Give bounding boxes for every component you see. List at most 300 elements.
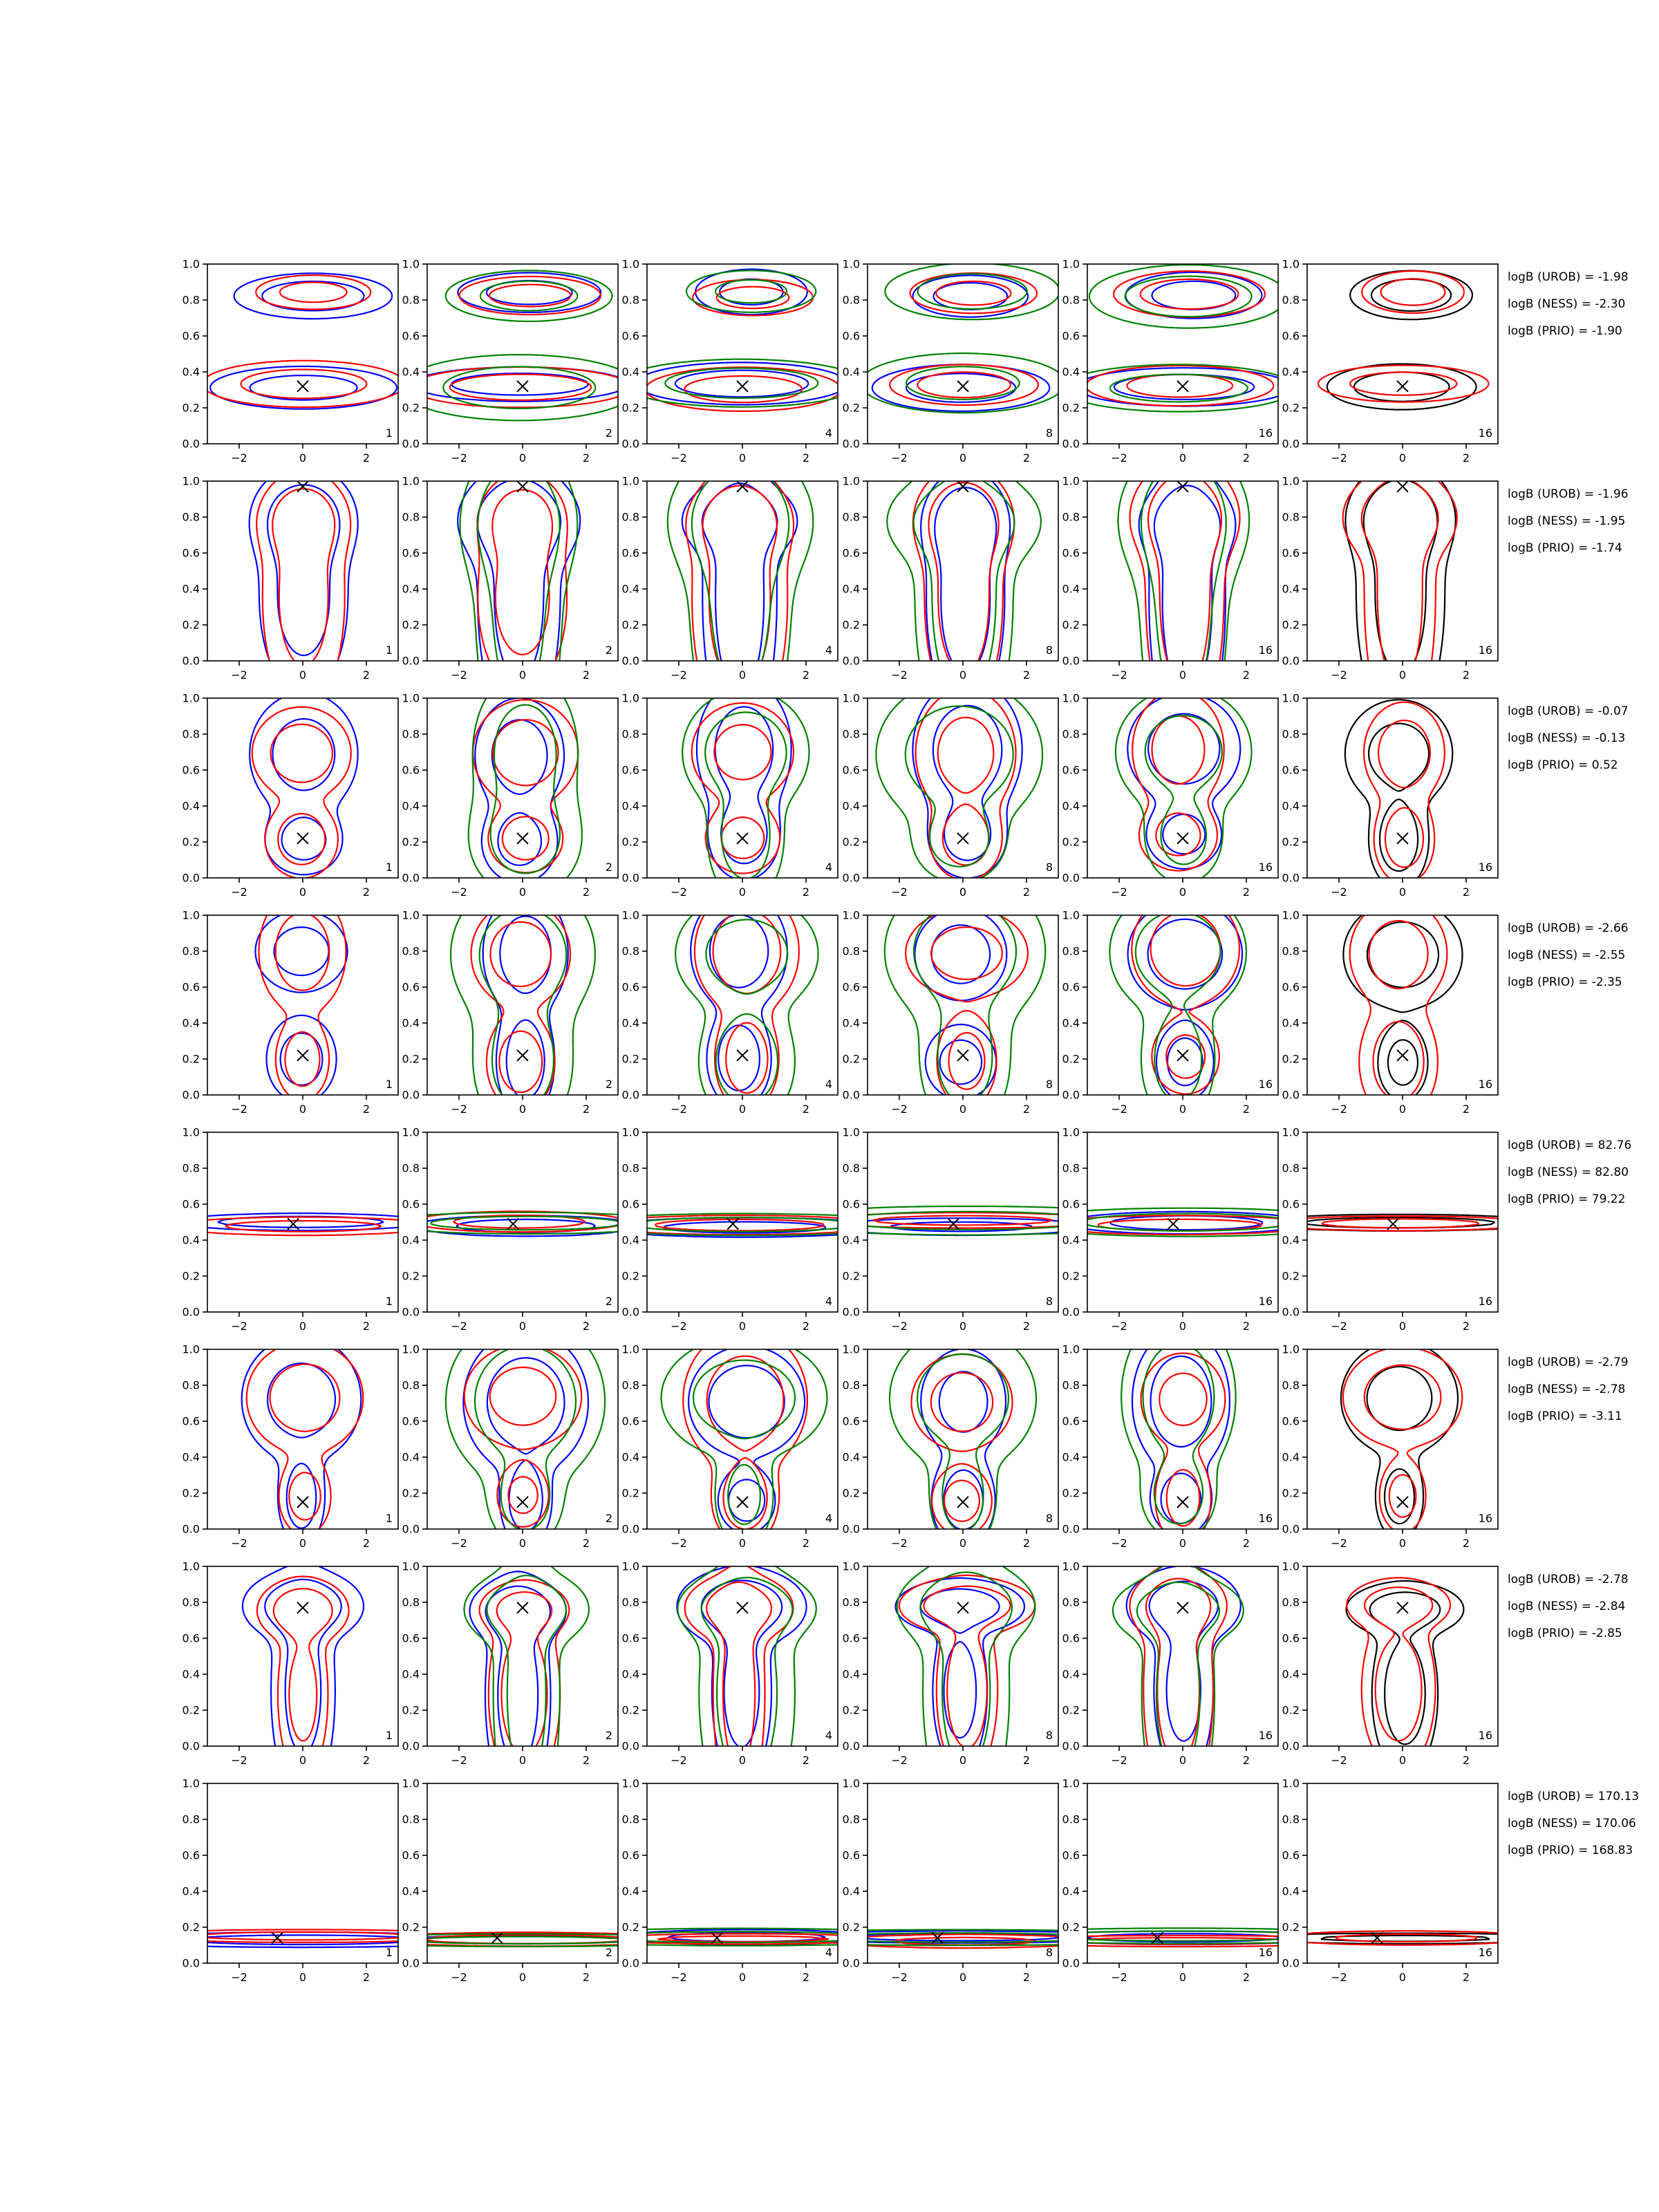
axes-frame — [1087, 915, 1278, 1095]
y-tick-label: 0.8 — [1062, 944, 1080, 958]
x-tick-label: 2 — [1462, 885, 1470, 899]
x-tick-label: 0 — [959, 451, 967, 465]
x-tick-label: 2 — [1022, 1971, 1031, 1984]
x-tick-label: −2 — [231, 1971, 247, 1984]
y-tick-label: 0.8 — [402, 293, 420, 307]
y-tick-label: 0.4 — [1062, 1667, 1080, 1681]
y-tick-label: 0.2 — [842, 401, 860, 415]
x-tick-label: −2 — [891, 1103, 908, 1116]
panel-r8-c2 — [402, 1777, 618, 1985]
panel-r5-c5 — [1062, 1126, 1278, 1333]
y-tick-label: 1.0 — [621, 1559, 639, 1573]
y-tick-label: 0.6 — [1282, 1631, 1300, 1645]
true-value-marker — [737, 1050, 748, 1061]
y-tick-label: 0.8 — [182, 1378, 200, 1392]
y-tick-label: 1.0 — [402, 691, 420, 705]
true-value-marker — [957, 1602, 968, 1613]
y-tick-label: 0.2 — [1062, 618, 1080, 632]
x-tick-label: −2 — [1111, 1754, 1127, 1767]
green-contour-1 — [885, 915, 1045, 1095]
panel-r2-c1 — [182, 475, 398, 682]
panel-r6-c4 — [843, 1343, 1058, 1550]
y-tick-label: 0.6 — [402, 980, 420, 994]
panel-label: 8 — [1045, 427, 1053, 440]
red-contour-2 — [450, 285, 592, 400]
x-tick-label: 2 — [1022, 1320, 1031, 1333]
panel-label: 4 — [825, 1512, 832, 1525]
y-tick-label: 0.0 — [182, 1088, 200, 1102]
x-tick-label: 2 — [1022, 1103, 1031, 1116]
y-tick-label: 0.4 — [182, 1884, 200, 1898]
logb-annotation: logB (UROB) = -1.98 — [1508, 270, 1629, 284]
contours — [469, 698, 582, 878]
x-tick-label: 0 — [518, 1754, 527, 1767]
contours — [427, 270, 618, 420]
y-tick-label: 0.2 — [842, 1920, 860, 1934]
blue-contour-2 — [939, 1371, 988, 1529]
panel-r3-c3 — [622, 692, 838, 899]
panel-label: 4 — [825, 861, 832, 874]
panel-label: 8 — [1045, 1512, 1053, 1525]
axes-frame — [647, 481, 838, 661]
y-tick-label: 1.0 — [621, 908, 639, 922]
y-tick-label: 1.0 — [1282, 1125, 1300, 1139]
y-tick-label: 0.8 — [621, 510, 639, 524]
y-tick-label: 0.2 — [1062, 401, 1080, 415]
x-tick-label: 2 — [802, 1320, 810, 1333]
panel-r2-c5 — [1062, 475, 1278, 682]
blue-contour-2 — [492, 720, 547, 865]
x-tick-label: 0 — [959, 1103, 967, 1116]
y-tick-label: 0.2 — [182, 1486, 200, 1500]
green-contour-1 — [876, 698, 1042, 878]
x-tick-label: 2 — [1242, 885, 1250, 899]
true-value-marker — [297, 481, 308, 492]
panel-label: 16 — [1258, 427, 1273, 440]
x-tick-label: 2 — [582, 451, 590, 465]
blue-contour-1 — [250, 481, 358, 661]
y-tick-label: 0.6 — [182, 329, 200, 343]
y-tick-label: 1.0 — [842, 1777, 860, 1790]
y-tick-label: 0.6 — [1282, 1197, 1300, 1211]
y-tick-label: 0.4 — [1062, 799, 1080, 813]
x-tick-label: 0 — [738, 1971, 747, 1984]
x-tick-label: 2 — [802, 1537, 810, 1550]
y-tick-label: 0.4 — [621, 1233, 639, 1247]
y-tick-label: 1.0 — [621, 691, 639, 705]
green-contour-1 — [677, 1566, 816, 1746]
logb-annotation: logB (UROB) = -2.79 — [1508, 1356, 1629, 1369]
red-contour-1 — [1364, 702, 1445, 878]
true-value-marker — [957, 833, 968, 844]
y-tick-label: 0.2 — [1062, 1269, 1080, 1283]
red-contour-1 — [916, 698, 1016, 878]
y-tick-label: 1.0 — [842, 257, 860, 271]
contours — [1087, 1928, 1278, 1947]
contours — [868, 1206, 1058, 1235]
contours — [662, 1349, 827, 1529]
y-tick-label: 0.2 — [1282, 1920, 1300, 1934]
y-tick-label: 0.4 — [182, 365, 200, 379]
axes-frame — [868, 915, 1058, 1095]
true-value-marker — [297, 1050, 308, 1061]
y-tick-label: 0.2 — [621, 1920, 639, 1934]
y-tick-label: 0.4 — [621, 1450, 639, 1464]
y-tick-label: 0.6 — [842, 1631, 860, 1645]
axes-frame — [868, 698, 1058, 878]
panel-label: 8 — [1045, 644, 1053, 657]
x-tick-label: 2 — [1242, 1320, 1250, 1333]
x-tick-label: 2 — [362, 451, 371, 465]
blue-contour-1 — [915, 915, 1006, 1095]
x-tick-label: −2 — [671, 1754, 687, 1767]
panel-label: 1 — [385, 1078, 393, 1091]
y-tick-label: 0.0 — [1282, 437, 1300, 451]
panel-label: 2 — [605, 1078, 612, 1091]
y-tick-label: 0.4 — [402, 1450, 420, 1464]
red-contour-1 — [1318, 271, 1489, 402]
contours — [243, 1566, 364, 1746]
y-tick-label: 0.2 — [402, 835, 420, 849]
x-tick-label: 2 — [1242, 1754, 1250, 1767]
y-tick-label: 0.6 — [842, 1848, 860, 1862]
x-tick-label: −2 — [1111, 668, 1127, 682]
y-tick-label: 0.8 — [621, 1161, 639, 1175]
y-tick-label: 0.4 — [402, 365, 420, 379]
y-tick-label: 0.4 — [1282, 1016, 1300, 1030]
blue-contour-1 — [691, 915, 787, 1095]
y-tick-label: 0.6 — [842, 1414, 860, 1428]
contours — [427, 1932, 618, 1947]
x-tick-label: −2 — [1331, 668, 1347, 682]
y-tick-label: 1.0 — [1062, 1125, 1080, 1139]
x-tick-label: −2 — [671, 1971, 687, 1984]
x-tick-label: 2 — [582, 1537, 590, 1550]
red-contour-1 — [1350, 915, 1447, 1095]
panel-label: 2 — [605, 1295, 612, 1308]
y-tick-label: 1.0 — [402, 908, 420, 922]
blue-contour-1 — [682, 481, 798, 661]
green-contour-2 — [705, 712, 786, 878]
x-tick-label: 2 — [802, 451, 810, 465]
x-tick-label: 2 — [1242, 668, 1250, 682]
x-tick-label: 0 — [1398, 1537, 1407, 1550]
x-tick-label: 0 — [299, 668, 307, 682]
y-tick-label: 0.8 — [621, 1378, 639, 1392]
logb-annotation: logB (UROB) = -0.07 — [1508, 704, 1629, 718]
y-tick-label: 1.0 — [182, 1777, 200, 1790]
red-contour-2 — [497, 1592, 552, 1746]
true-value-marker — [1177, 481, 1188, 492]
x-tick-label: 2 — [802, 1754, 810, 1767]
x-tick-label: −2 — [671, 1537, 687, 1550]
y-tick-label: 0.2 — [1062, 1703, 1080, 1717]
x-tick-label: 2 — [582, 668, 590, 682]
y-tick-label: 0.6 — [402, 763, 420, 777]
x-tick-label: 0 — [959, 1537, 967, 1550]
y-tick-label: 1.0 — [1062, 474, 1080, 488]
y-tick-label: 0.0 — [402, 871, 420, 885]
panel-label: 1 — [385, 861, 393, 874]
y-tick-label: 1.0 — [1282, 257, 1300, 271]
y-tick-label: 0.6 — [182, 1631, 200, 1645]
y-tick-label: 0.8 — [402, 510, 420, 524]
panel-label: 4 — [825, 1295, 832, 1308]
y-tick-label: 0.8 — [842, 1161, 860, 1175]
y-tick-label: 0.6 — [1062, 763, 1080, 777]
y-tick-label: 0.4 — [402, 582, 420, 596]
contours — [1113, 1566, 1244, 1746]
y-tick-label: 0.0 — [402, 1305, 420, 1319]
panel-label: 8 — [1045, 861, 1053, 874]
y-tick-label: 0.4 — [1062, 365, 1080, 379]
x-tick-label: 0 — [738, 1754, 747, 1767]
y-tick-label: 0.6 — [1282, 1848, 1300, 1862]
blue-contour-1 — [688, 1349, 805, 1529]
y-tick-label: 0.0 — [621, 437, 639, 451]
panel-r2-c2 — [402, 475, 618, 682]
contours — [446, 1349, 605, 1529]
y-tick-label: 0.0 — [1282, 654, 1300, 668]
true-value-marker — [1397, 833, 1408, 844]
x-tick-label: 0 — [738, 1103, 747, 1116]
x-tick-label: 0 — [738, 1537, 747, 1550]
green-contour-2 — [1136, 915, 1221, 1095]
x-tick-label: 2 — [1462, 1320, 1470, 1333]
y-tick-label: 0.0 — [1062, 1956, 1080, 1970]
x-tick-label: 0 — [959, 1971, 967, 1984]
y-tick-label: 0.6 — [1062, 980, 1080, 994]
y-tick-label: 0.0 — [1282, 1305, 1300, 1319]
contours — [868, 264, 1058, 413]
green-contour-1 — [868, 264, 1058, 413]
y-tick-label: 0.0 — [1282, 1739, 1300, 1753]
blue-contour-1 — [210, 273, 397, 409]
logb-annotation: logB (NESS) = -1.95 — [1508, 514, 1626, 528]
x-tick-label: 2 — [362, 1320, 371, 1333]
y-tick-label: 0.0 — [1062, 437, 1080, 451]
panel-label: 16 — [1478, 1946, 1492, 1959]
y-tick-label: 0.0 — [621, 1739, 639, 1753]
x-tick-label: 0 — [1398, 885, 1407, 899]
red-contour-1 — [899, 1575, 1035, 1746]
y-tick-label: 0.8 — [1282, 1378, 1300, 1392]
y-tick-label: 0.4 — [182, 1233, 200, 1247]
panel-label: 16 — [1258, 1729, 1273, 1742]
y-tick-label: 0.6 — [402, 329, 420, 343]
y-tick-label: 0.0 — [1062, 1305, 1080, 1319]
true-value-marker — [1177, 1497, 1188, 1508]
y-tick-label: 0.6 — [402, 546, 420, 560]
y-tick-label: 0.6 — [621, 980, 639, 994]
true-value-marker — [517, 1497, 528, 1508]
y-tick-label: 0.2 — [182, 618, 200, 632]
x-tick-label: 2 — [582, 885, 590, 899]
y-tick-label: 0.4 — [842, 799, 860, 813]
y-tick-label: 0.8 — [621, 293, 639, 307]
x-tick-label: 2 — [362, 1971, 371, 1984]
y-tick-label: 0.8 — [182, 1812, 200, 1826]
y-tick-label: 0.4 — [182, 582, 200, 596]
logb-annotation: logB (NESS) = -2.84 — [1508, 1600, 1626, 1613]
y-tick-label: 0.6 — [182, 980, 200, 994]
contours — [876, 698, 1042, 878]
blue-contour-2 — [268, 485, 339, 655]
y-tick-label: 0.2 — [402, 1920, 420, 1934]
x-tick-label: −2 — [891, 668, 908, 682]
y-tick-label: 0.4 — [1062, 1016, 1080, 1030]
x-tick-label: −2 — [231, 885, 247, 899]
blue-contour-2 — [500, 916, 551, 1095]
logb-annotation: logB (NESS) = -0.13 — [1508, 731, 1626, 745]
panel-r2-c6 — [1282, 475, 1498, 682]
red-contour-2 — [270, 1365, 340, 1520]
y-tick-label: 0.6 — [1282, 980, 1300, 994]
black-contour-1 — [1345, 700, 1452, 878]
true-value-marker — [1397, 1602, 1408, 1613]
y-tick-label: 0.6 — [1062, 1414, 1080, 1428]
logb-annotation: logB (PRIO) = 0.52 — [1508, 758, 1618, 772]
true-value-marker — [1397, 481, 1408, 492]
x-tick-label: −2 — [1331, 1537, 1347, 1550]
x-tick-label: 0 — [959, 1320, 967, 1333]
panel-r8-c4 — [843, 1777, 1058, 1985]
logb-annotation: logB (UROB) = 170.13 — [1508, 1790, 1640, 1803]
panel-r4-c2 — [402, 909, 618, 1116]
y-tick-label: 0.2 — [1062, 1486, 1080, 1500]
x-tick-label: −2 — [451, 885, 467, 899]
true-value-marker — [957, 381, 968, 392]
y-tick-label: 1.0 — [1282, 691, 1300, 705]
y-tick-label: 0.8 — [842, 293, 860, 307]
panel-r7-c1 — [182, 1560, 398, 1768]
x-tick-label: 0 — [518, 1103, 527, 1116]
x-tick-label: −2 — [1331, 1103, 1347, 1116]
x-tick-label: 2 — [1462, 1537, 1470, 1550]
y-tick-label: 0.8 — [842, 1378, 860, 1392]
contours — [885, 915, 1045, 1095]
red-contour-1 — [1130, 481, 1240, 661]
panel-r3-c6 — [1282, 692, 1498, 899]
y-tick-label: 0.4 — [1282, 365, 1300, 379]
y-tick-label: 0.0 — [402, 437, 420, 451]
y-tick-label: 0.6 — [621, 1414, 639, 1428]
panel-r1-c5 — [1062, 258, 1278, 465]
y-tick-label: 1.0 — [402, 1342, 420, 1356]
y-tick-label: 0.2 — [621, 401, 639, 415]
contours — [668, 481, 814, 661]
y-tick-label: 0.4 — [842, 1884, 860, 1898]
y-tick-label: 0.2 — [182, 1269, 200, 1283]
panel-r7-c2 — [402, 1560, 618, 1768]
blue-contour-2 — [274, 927, 329, 1085]
red-contour-1 — [247, 1349, 363, 1529]
y-tick-label: 0.2 — [182, 1052, 200, 1066]
contours — [1318, 271, 1489, 410]
y-tick-label: 0.6 — [842, 546, 860, 560]
x-tick-label: 0 — [1398, 451, 1407, 465]
panel-label: 16 — [1258, 861, 1273, 874]
y-tick-label: 0.8 — [1282, 727, 1300, 741]
y-tick-label: 0.2 — [1062, 1052, 1080, 1066]
blue-contour-1 — [483, 915, 568, 1095]
blue-contour-2 — [1110, 1216, 1263, 1230]
y-tick-label: 0.2 — [1282, 1052, 1300, 1066]
y-tick-label: 0.6 — [621, 763, 639, 777]
y-tick-label: 0.0 — [1282, 871, 1300, 885]
red-contour-2 — [493, 720, 559, 860]
y-tick-label: 0.0 — [182, 1305, 200, 1319]
blue-contour-2 — [265, 1580, 341, 1746]
panel-r2-c4 — [843, 475, 1058, 682]
axes-frame — [1307, 481, 1498, 661]
y-tick-label: 0.2 — [1282, 1269, 1300, 1283]
logb-annotation: logB (UROB) = 82.76 — [1508, 1138, 1632, 1152]
y-tick-label: 0.6 — [402, 1631, 420, 1645]
red-contour-1 — [647, 280, 838, 411]
x-tick-label: 2 — [1462, 451, 1470, 465]
y-tick-label: 0.8 — [402, 727, 420, 741]
black-contour-2 — [1364, 481, 1438, 661]
true-value-marker — [1177, 381, 1188, 392]
true-value-marker — [297, 1497, 308, 1508]
panel-label: 16 — [1258, 1078, 1273, 1091]
y-tick-label: 1.0 — [842, 691, 860, 705]
y-tick-label: 0.4 — [1282, 582, 1300, 596]
y-tick-label: 0.4 — [842, 365, 860, 379]
y-tick-label: 0.0 — [402, 1088, 420, 1102]
y-tick-label: 0.2 — [1282, 401, 1300, 415]
y-tick-label: 0.6 — [182, 763, 200, 777]
y-tick-label: 0.6 — [182, 1848, 200, 1862]
y-tick-label: 0.8 — [1282, 944, 1300, 958]
true-value-marker — [297, 1602, 308, 1613]
y-tick-label: 0.0 — [182, 871, 200, 885]
panel-label: 1 — [385, 1295, 393, 1308]
y-tick-label: 0.2 — [1282, 1703, 1300, 1717]
x-tick-label: 0 — [738, 668, 747, 682]
x-tick-label: 2 — [1242, 1103, 1250, 1116]
y-tick-label: 0.0 — [182, 1956, 200, 1970]
y-tick-label: 0.0 — [182, 654, 200, 668]
y-tick-label: 0.0 — [1062, 1739, 1080, 1753]
x-tick-label: −2 — [891, 1971, 908, 1984]
y-tick-label: 0.2 — [842, 835, 860, 849]
x-tick-label: 2 — [1242, 451, 1250, 465]
contours — [1116, 698, 1252, 878]
x-tick-label: −2 — [1331, 885, 1347, 899]
contours — [250, 481, 358, 661]
x-tick-label: −2 — [671, 885, 687, 899]
x-tick-label: 2 — [582, 1754, 590, 1767]
y-tick-label: 0.8 — [621, 944, 639, 958]
x-tick-label: −2 — [231, 1754, 247, 1767]
logb-annotation: logB (NESS) = 82.80 — [1508, 1165, 1629, 1179]
panel-label: 16 — [1258, 1295, 1273, 1308]
red-contour-2 — [706, 1582, 771, 1746]
y-tick-label: 0.8 — [402, 1161, 420, 1175]
y-tick-label: 0.8 — [1062, 1378, 1080, 1392]
x-tick-label: −2 — [1111, 885, 1127, 899]
y-tick-label: 1.0 — [621, 1342, 639, 1356]
contours — [1087, 1208, 1278, 1237]
panel-label: 16 — [1478, 1078, 1492, 1091]
y-tick-label: 1.0 — [842, 474, 860, 488]
y-tick-label: 1.0 — [1282, 474, 1300, 488]
x-tick-label: 2 — [362, 668, 371, 682]
green-contour-1 — [465, 1566, 589, 1746]
red-contour-1 — [1132, 915, 1239, 1094]
